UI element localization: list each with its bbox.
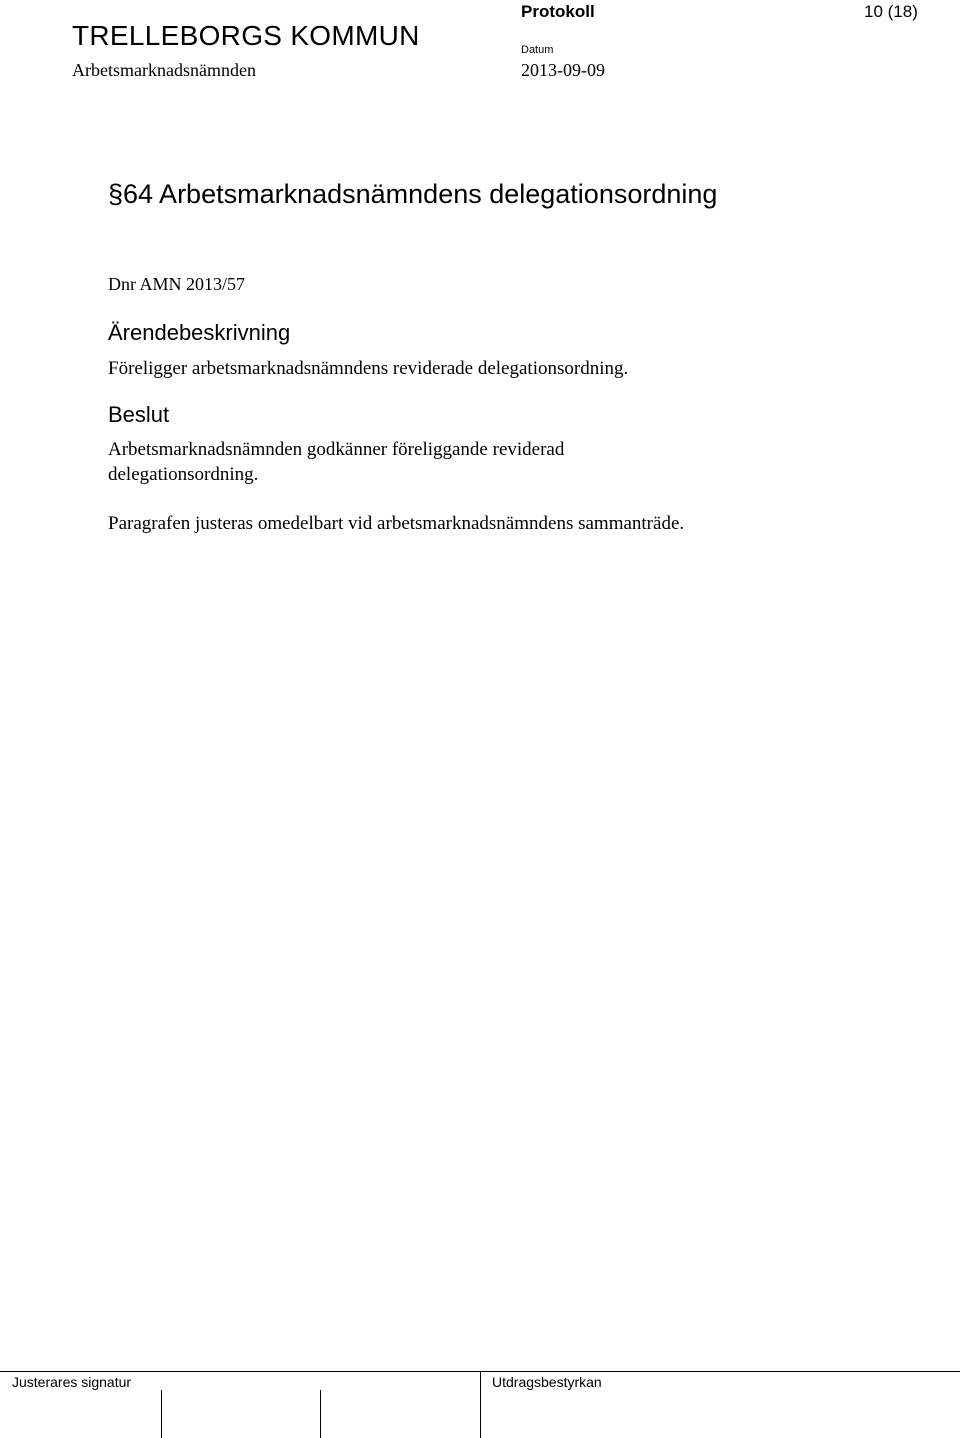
document-type: Protokoll [521,2,595,21]
section-title: §64 Arbetsmarknadsnämndens delegationsordning [108,179,718,209]
page-number: 10 (18) [864,2,918,21]
date-label: Datum [521,44,554,56]
signature-label: Justerares signatur [12,1374,132,1390]
date-value: 2013-09-09 [521,60,605,80]
adjustment-text: Paragrafen justeras omedelbart vid arbetsmarknadsnämndens sammanträde. [108,513,685,534]
case-description-text: Föreligger arbetsmarknadsnämndens reviderade delegationsordning. [108,358,629,379]
committee-name: Arbetsmarknadsnämnden [72,60,256,80]
signature-box-divider [161,1390,162,1438]
signature-box-divider [320,1390,321,1438]
decision-heading: Beslut [108,402,170,427]
organization-name: TRELLEBORGS KOMMUN [72,20,420,51]
footer-column-divider [480,1371,481,1438]
decision-text: Arbetsmarknadsnämnden godkänner föreliggande reviderad delegationsordning. [108,439,565,485]
case-description-heading: Ärendebeskrivning [108,320,291,345]
diary-number: Dnr AMN 2013/57 [108,274,246,294]
extract-certification-label: Utdragsbestyrkan [492,1374,602,1390]
